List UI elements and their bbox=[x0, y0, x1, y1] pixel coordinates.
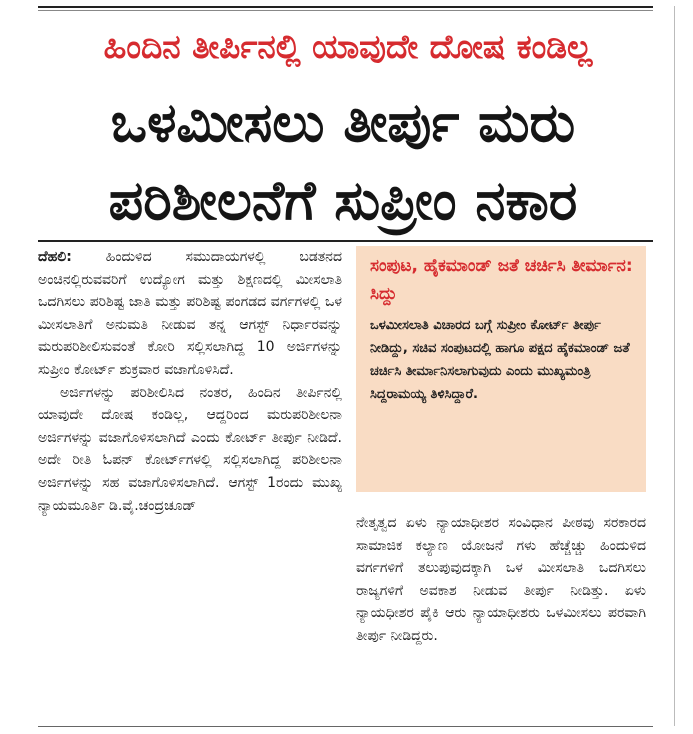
sidebar-box bbox=[356, 246, 646, 492]
top-rule bbox=[38, 6, 653, 8]
article-paragraph-1 bbox=[38, 246, 342, 382]
sidebar-box-heading: ಸಂಪುಟ, ಹೈಕಮಾಂಡ್ ಜತೆ ಚರ್ಚಿಸಿ ತೀರ್ಮಾನ: ಸಿದ್ದು bbox=[370, 256, 633, 304]
bottom-rule bbox=[38, 726, 653, 727]
dateline: ದೆಹಲಿ: bbox=[38, 249, 72, 265]
article-column-right bbox=[356, 512, 646, 648]
article-paragraph-2: ಅರ್ಜಿಗಳನ್ನು ಪರಿಶೀಲಿಸಿದ ನಂತರ, ಹಿಂದಿನ ತೀರ್ಪಿನಲ್ಲಿ ಯಾವುದೇ ದೋಷ ಕಂಡಿಲ್ಲ, ಆದ್ದರಿಂದ ಮರುಪರಿಶೀಲನಾ ಅರ್ಜಿಗಳನ್ನು ವಜಾಗೊಳಿಸಲಾಗಿದೆ ಎಂದು ಕೋರ್ಟ್ ತೀರ್ಪು ನೀಡಿದೆ. ಅದೇ ರೀತಿ ಓಪನ್ ಕೋರ್ಟ್‌ಗಳಲ್ಲಿ ಸಲ್ಲಿಸಲಾಗಿದ್ದ ಪರಿಶೀಲನಾ ಅರ್ಜಿಗಳನ್ನು ಸಹ ವಜಾಗೊಳಿಸಲಾಗಿದೆ. ಆಗಸ್ಟ್ 1ರಂದು ಮುಖ್ಯ ನ್ಯಾಯಮೂರ್ತಿ ಡಿ.ವೈ.ಚಂದ್ರಚೂಡ್ bbox=[38, 384, 342, 514]
main-headline-line-2: ಪರಿಶೀಲನೆಗೆ ಸುಪ್ರೀಂ ನಕಾರ bbox=[108, 169, 578, 232]
right-column-rule bbox=[674, 6, 675, 726]
main-headline-line-1: ಒಳಮೀಸಲು ತೀರ್ಪು ಮರು bbox=[110, 91, 576, 154]
article-paragraph-1-text: ಹಿಂದುಳಿದ ಸಮುದಾಯಗಳಲ್ಲಿ ಬಡತನದ ಅಂಚಿನಲ್ಲಿರುವವರಿಗೆ ಉದ್ಯೋಗ ಮತ್ತು ಶಿಕ್ಷಣದಲ್ಲಿ ಮೀಸಲಾತಿ ಒದಗಿಸಲು ಪರಿಶಿಷ್ಟ ಜಾತಿ ಮತ್ತು ಪರಿಶಿಷ್ಟ ಪಂಗಡದ ವರ್ಗಗಳಲ್ಲಿ ಒಳ ಮೀಸಲಾತಿಗೆ ಅನುಮತಿ ನೀಡುವ ತನ್ನ ಆಗಸ್ಟ್ ನಿರ್ಧಾರವನ್ನು ಮರುಪರಿಶೀಲಿಸುವಂತೆ ಕೋರಿ ಸಲ್ಲಿಸಲಾಗಿದ್ದ 10 ಅರ್ಜಿಗಳನ್ನು ಸುಪ್ರೀಂ ಕೋರ್ಟ್ ಶುಕ್ರವಾರ ವಜಾಗೊಳಿಸಿದೆ. bbox=[38, 249, 342, 378]
article-paragraph-3: ನೇತೃತ್ವದ ಏಳು ನ್ಯಾಯಾಧೀಶರ ಸಂವಿಧಾನ ಪೀಠವು ಸರಕಾರದ ಸಾಮಾಜಿಕ ಕಲ್ಯಾಣ ಯೋಜನೆ ಗಳು ಹೆಚ್ಚೆಚ್ಚು ಹಿಂದುಳಿದ ವರ್ಗಗಳಿಗೆ ತಲುಪುವುದಕ್ಕಾಗಿ ಒಳ ಮೀಸಲಾತಿ ಒದಗಿಸಲು ರಾಜ್ಯಗಳಿಗೆ ಅವಕಾಶ ನೀಡುವ ತೀರ್ಪು ನೀಡಿತ್ತು. ಏಳು ನ್ಯಾಯಧೀಶರ ಪೈಕಿ ಆರು ನ್ಯಾಯಾಧೀಶರು ಒಳಮೀಸಲು ಪರವಾಗಿ ತೀರ್ಪು ನೀಡಿದ್ದರು. bbox=[356, 515, 646, 644]
article-column-left bbox=[38, 246, 342, 517]
headline-divider bbox=[38, 240, 653, 242]
top-rule-thin bbox=[38, 10, 653, 11]
sidebar-box-body: ಒಳಮೀಸಲಾತಿ ವಿಚಾರದ ಬಗ್ಗೆ ಸುಪ್ರೀಂ ಕೋರ್ಟ್ ತೀರ್ಪು ನೀಡಿದ್ದು, ಸಚಿವ ಸಂಪುಟದಲ್ಲಿ ಹಾಗೂ ಪಕ್ಷದ ಹೈಕಮಾಂಡ್ ಜತೆ ಚರ್ಚಿಸಿ ತೀರ್ಮಾನಿಸಲಾಗುವುದು ಎಂದು ಮುಖ್ಯಮಂತ್ರಿ ಸಿದ್ದರಾಮಯ್ಯ ತಿಳಿಸಿದ್ದಾರೆ. bbox=[370, 318, 630, 402]
kicker-headline: ಹಿಂದಿನ ತೀರ್ಪಿನಲ್ಲಿ ಯಾವುದೇ ದೋಷ ಕಂಡಿಲ್ಲ bbox=[103, 27, 593, 66]
